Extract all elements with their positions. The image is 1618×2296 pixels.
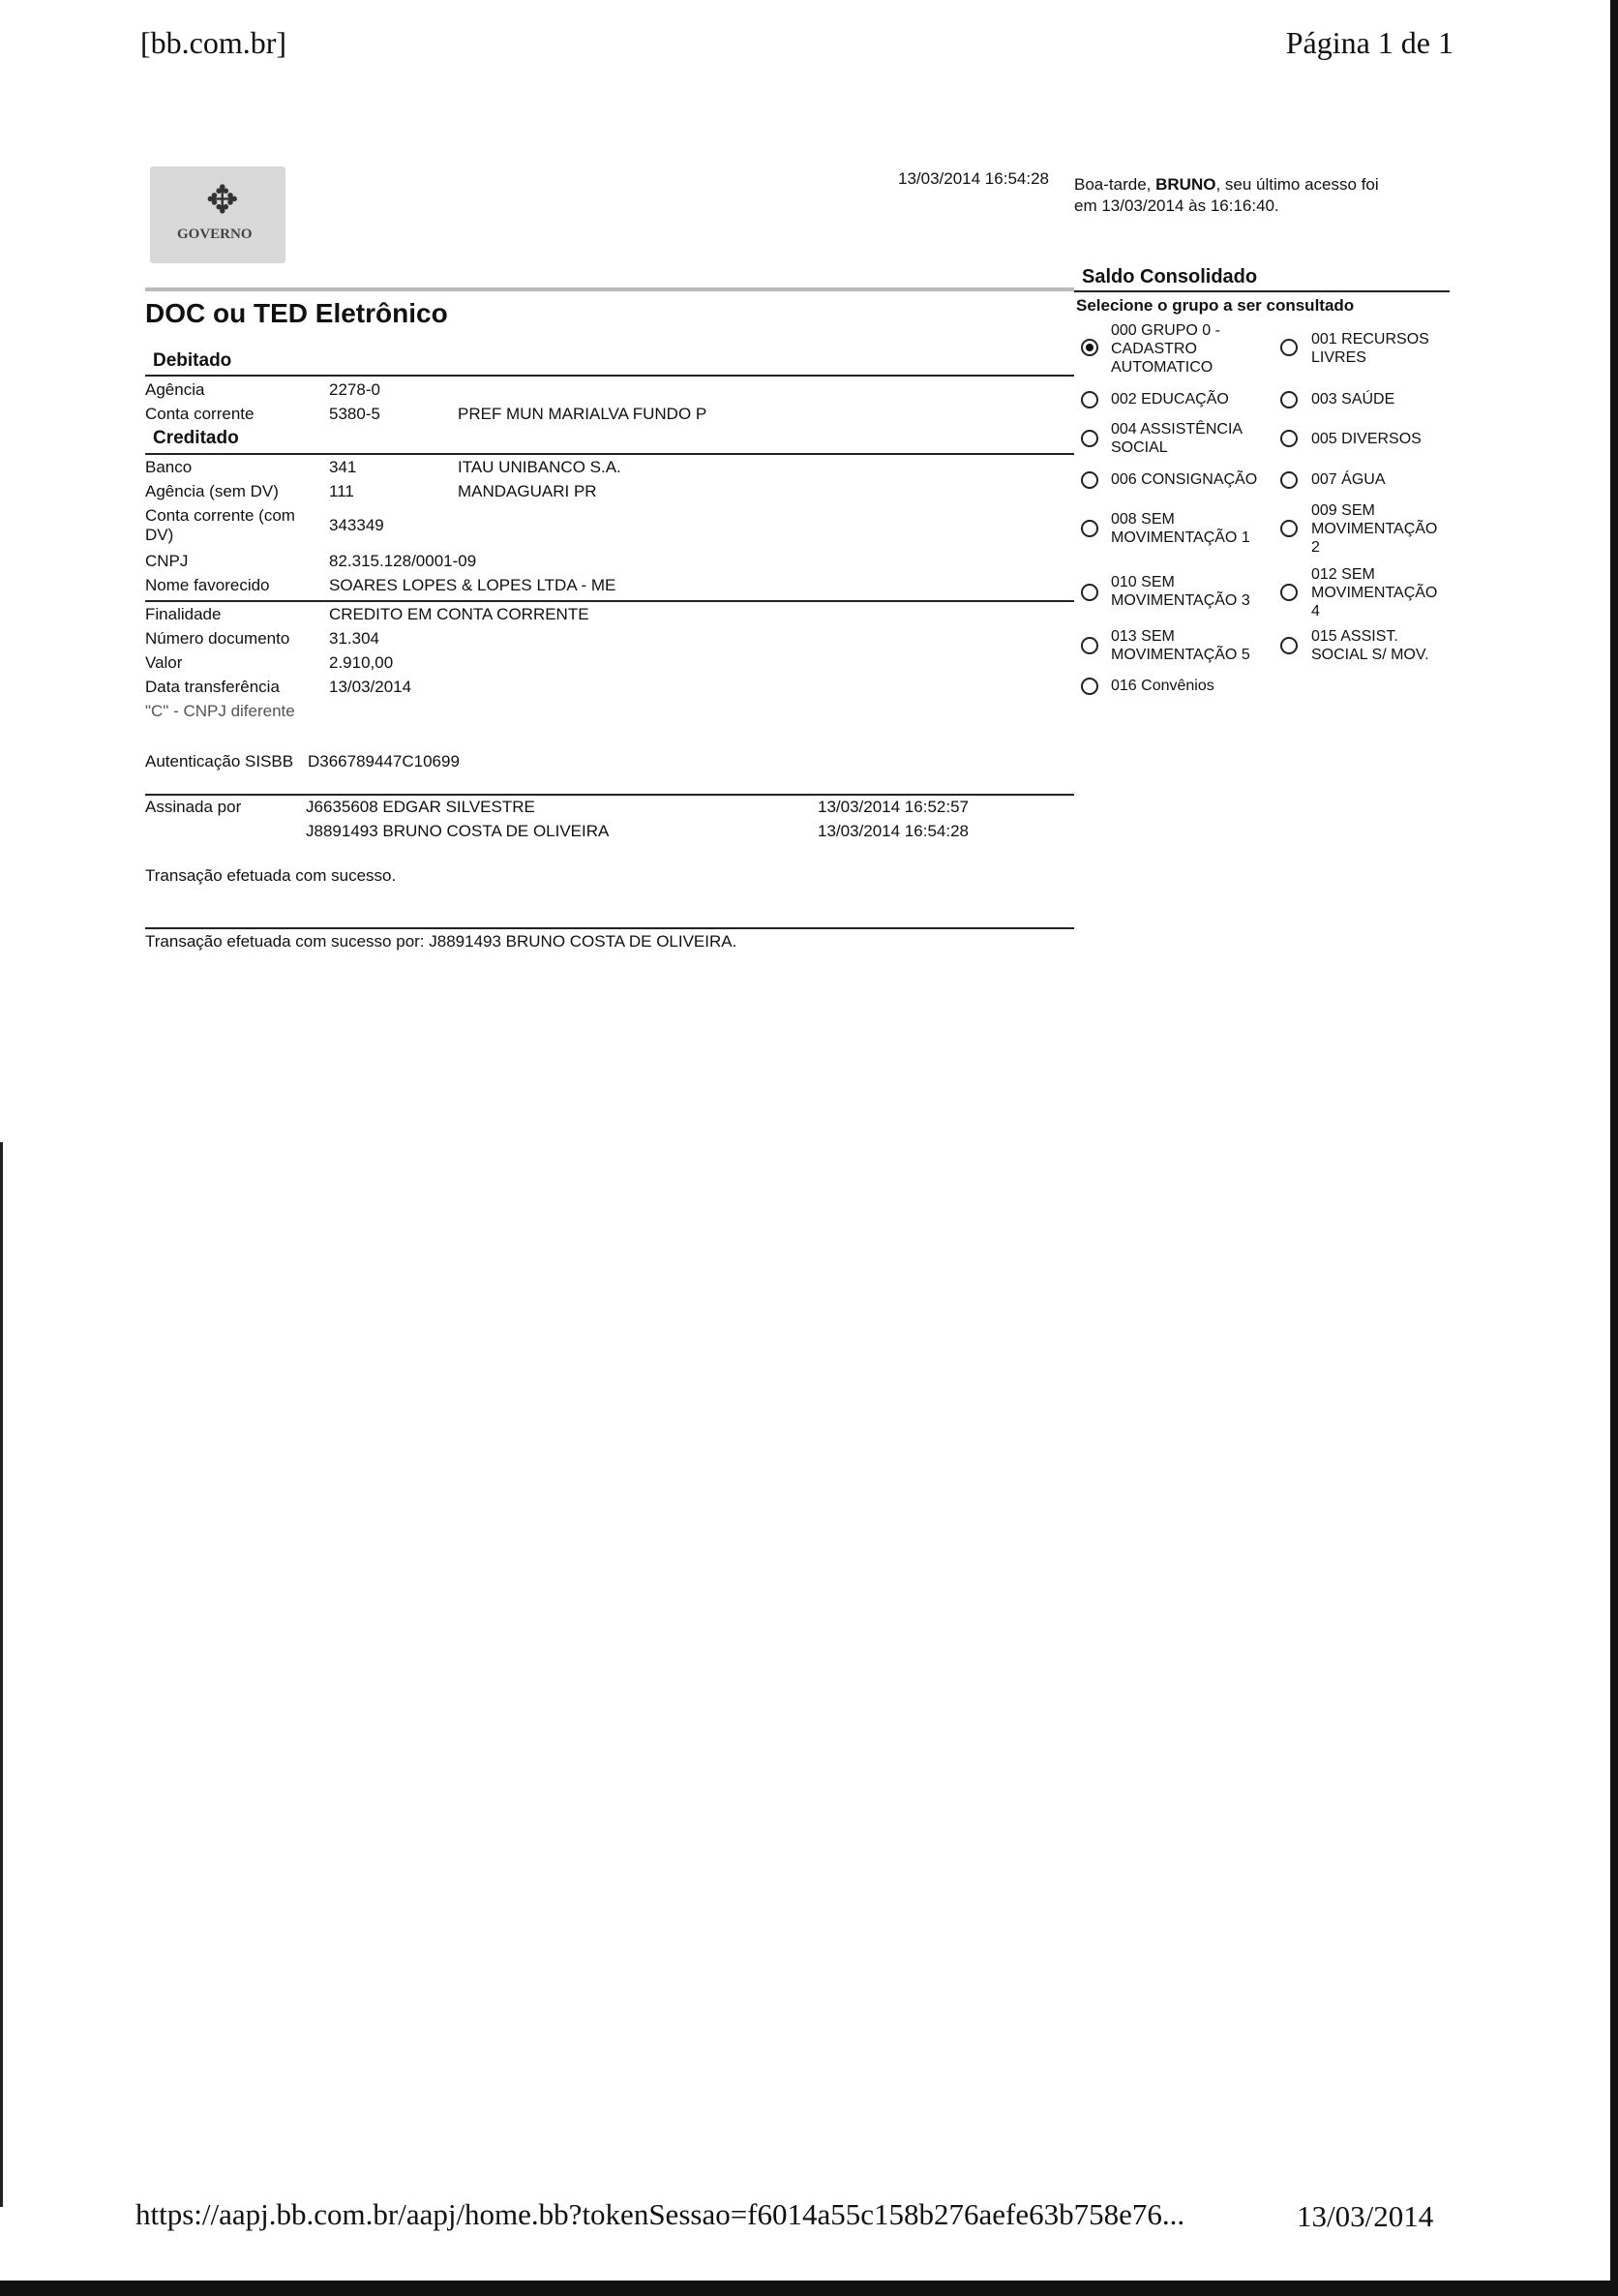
divider: [1074, 290, 1450, 292]
saldo-title: Saldo Consolidado: [1082, 266, 1258, 287]
debitado-conta-label: Conta corrente: [145, 405, 255, 423]
print-footer-url: https://aapj.bb.com.br/aapj/home.bb?tokenSessao=f6014a55c158b276aefe63b758e76...: [135, 2197, 1185, 2231]
radio-button[interactable]: [1081, 637, 1098, 654]
signer-1-name: J6635608 EDGAR SILVESTRE: [306, 798, 535, 816]
finalidade-value: CREDITO EM CONTA CORRENTE: [329, 605, 589, 623]
scan-border-left: [0, 1142, 3, 2207]
bank-logo: [150, 166, 285, 263]
saldo-subtitle: Selecione o grupo a ser consultado: [1076, 296, 1355, 315]
radio-button[interactable]: [1081, 678, 1098, 695]
page-title: DOC ou TED Eletrônico: [145, 298, 448, 328]
creditado-banco-value: 341: [329, 458, 357, 476]
signer-2-datetime: 13/03/2014 16:54:28: [818, 822, 969, 840]
print-header-site: [bb.com.br]: [140, 25, 287, 60]
divider: [145, 453, 1074, 455]
creditado-favorecido-label: Nome favorecido: [145, 576, 270, 594]
radio-button[interactable]: [1081, 391, 1098, 408]
valor-label: Valor: [145, 653, 183, 672]
divider: [145, 794, 1074, 796]
creditado-agencia-value: 111: [329, 482, 354, 500]
radio-button[interactable]: [1280, 430, 1298, 447]
numero-documento-value: 31.304: [329, 629, 379, 648]
session-datetime: 13/03/2014 16:54:28: [898, 169, 1049, 188]
debitado-conta-name: PREF MUN MARIALVA FUNDO P: [458, 405, 707, 423]
bb-logo-icon: ✥: [206, 179, 239, 222]
numero-documento-label: Número documento: [145, 629, 290, 648]
creditado-agencia-label: Agência (sem DV): [145, 482, 279, 500]
debitado-agencia-value: 2278-0: [329, 380, 380, 399]
signer-1-datetime: 13/03/2014 16:52:57: [818, 798, 969, 816]
creditado-banco-name: ITAU UNIBANCO S.A.: [458, 458, 621, 476]
print-footer-date: 13/03/2014: [1297, 2199, 1434, 2233]
radio-button[interactable]: [1280, 584, 1298, 601]
scan-border-right: [1610, 0, 1618, 2296]
radio-button-selected[interactable]: [1081, 339, 1098, 356]
radio-button[interactable]: [1280, 391, 1298, 408]
debitado-agencia-label: Agência: [145, 380, 205, 399]
top-divider: [145, 287, 1074, 291]
radio-button[interactable]: [1081, 471, 1098, 489]
greeting-name: BRUNO: [1155, 175, 1216, 194]
debitado-conta-value: 5380-5: [329, 405, 380, 423]
radio-button[interactable]: [1280, 339, 1298, 356]
status-message: Transação efetuada com sucesso.: [145, 866, 397, 885]
creditado-cnpj-value: 82.315.128/0001-09: [329, 552, 477, 570]
creditado-banco-label: Banco: [145, 458, 193, 476]
valor-value: 2.910,00: [329, 653, 394, 672]
radio-button[interactable]: [1081, 584, 1098, 601]
scan-border-bottom: [0, 2281, 1618, 2296]
greeting: Boa-tarde, BRUNO, seu último acesso foi em 13/03/2014 às 16:16:40.: [1074, 175, 1379, 215]
autenticacao-label: Autenticação SISBB: [145, 752, 294, 770]
creditado-conta-label: Conta corrente (com DV): [145, 506, 295, 544]
radio-button[interactable]: [1280, 471, 1298, 489]
creditado-favorecido-value: SOARES LOPES & LOPES LTDA - ME: [329, 576, 616, 594]
finalidade-label: Finalidade: [145, 605, 222, 623]
creditado-cnpj-label: CNPJ: [145, 552, 189, 570]
logo-text: GOVERNO: [177, 227, 253, 242]
divider: [145, 927, 1074, 929]
print-header-page: Página 1 de 1: [1285, 25, 1453, 60]
creditado-conta-value: 343349: [329, 516, 384, 534]
creditado-heading: Creditado: [153, 428, 239, 448]
divider: [145, 375, 1074, 377]
radio-button[interactable]: [1081, 520, 1098, 537]
assinada-por-label: Assinada por: [145, 798, 242, 816]
debitado-heading: Debitado: [153, 350, 232, 371]
data-transferencia-label: Data transferência: [145, 678, 280, 696]
creditado-agencia-city: MANDAGUARI PR: [458, 482, 597, 500]
cnpj-note: "C" - CNPJ diferente: [145, 702, 295, 720]
radio-button[interactable]: [1081, 430, 1098, 447]
data-transferencia-value: 13/03/2014: [329, 678, 412, 696]
divider: [145, 600, 1074, 602]
radio-button[interactable]: [1280, 520, 1298, 537]
autenticacao-value: D366789447C10699: [308, 752, 460, 770]
signer-2-name: J8891493 BRUNO COSTA DE OLIVEIRA: [306, 822, 610, 840]
status-by: Transação efetuada com sucesso por: J8891493 BRUNO COSTA DE OLIVEIRA.: [145, 932, 737, 951]
radio-button[interactable]: [1280, 637, 1298, 654]
